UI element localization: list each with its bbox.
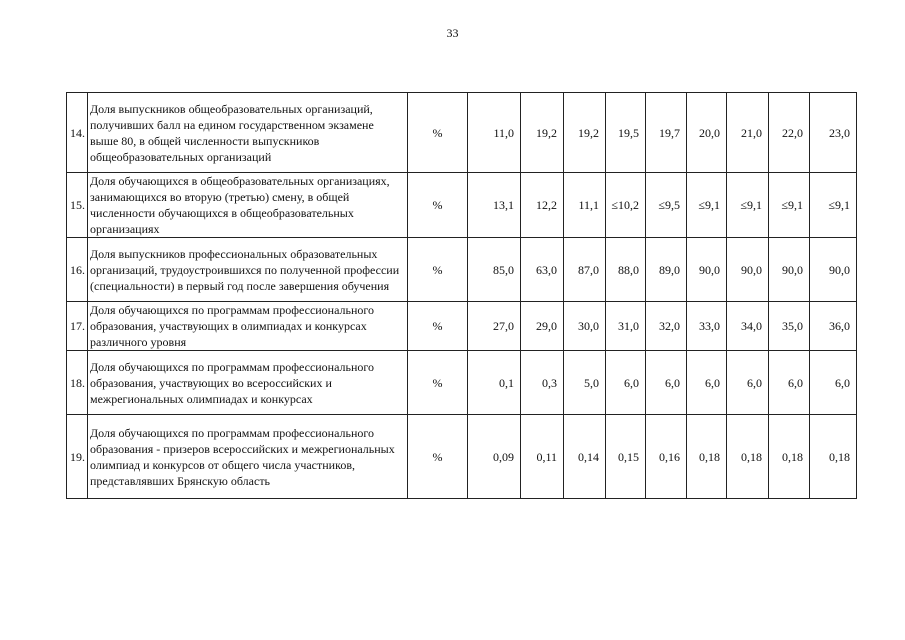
value-cell: 19,2	[521, 93, 564, 173]
value-cell: 63,0	[521, 238, 564, 302]
value-cell: 11,1	[564, 173, 606, 238]
value-cell: 29,0	[521, 302, 564, 351]
value-cell: 0,18	[727, 415, 769, 499]
value-cell: 0,1	[468, 351, 521, 415]
row-number: 17.	[67, 302, 88, 351]
indicator-name: Доля выпускников профессиональных образовательных организаций, трудоустроившихся по полученной профессии (специальности) в первый год после завершения обучения	[88, 238, 408, 302]
value-cell: 30,0	[564, 302, 606, 351]
value-cell: 88,0	[606, 238, 646, 302]
indicator-name: Доля обучающихся по программам профессионального образования, участвующих во всероссийских и межрегиональных олимпиадах и конкурсах	[88, 351, 408, 415]
value-cell: 0,09	[468, 415, 521, 499]
value-cell: 6,0	[769, 351, 810, 415]
value-cell: 31,0	[606, 302, 646, 351]
value-cell: 33,0	[687, 302, 727, 351]
value-cell: 21,0	[727, 93, 769, 173]
unit-cell: %	[408, 238, 468, 302]
table-row	[67, 173, 857, 238]
value-cell: 23,0	[810, 93, 857, 173]
value-cell: ≤10,2	[606, 173, 646, 238]
value-cell: 0,15	[606, 415, 646, 499]
indicator-name: Доля выпускников общеобразовательных организаций, получивших балл на едином государственном экзамене выше 80, в общей численности выпускников общеобразовательных организаций	[88, 93, 408, 173]
value-cell: 35,0	[769, 302, 810, 351]
table-row	[67, 93, 857, 173]
unit-cell: %	[408, 351, 468, 415]
value-cell: 20,0	[687, 93, 727, 173]
unit-cell: %	[408, 302, 468, 351]
table-row	[67, 415, 857, 499]
value-cell: 90,0	[769, 238, 810, 302]
value-cell: 6,0	[687, 351, 727, 415]
value-cell: ≤9,1	[727, 173, 769, 238]
row-number: 18.	[67, 351, 88, 415]
value-cell: 27,0	[468, 302, 521, 351]
value-cell: ≤9,1	[810, 173, 857, 238]
row-number: 15.	[67, 173, 88, 238]
value-cell: ≤9,1	[687, 173, 727, 238]
value-cell: 6,0	[646, 351, 687, 415]
table-row	[67, 302, 857, 351]
indicators-table	[66, 92, 857, 499]
value-cell: 90,0	[727, 238, 769, 302]
value-cell: 6,0	[810, 351, 857, 415]
value-cell: 0,18	[687, 415, 727, 499]
row-number: 14.	[67, 93, 88, 173]
value-cell: 22,0	[769, 93, 810, 173]
indicator-name: Доля обучающихся в общеобразовательных организациях, занимающихся во вторую (третью) смену, в общей численности обучающихся в общеобразовательных организациях	[88, 173, 408, 238]
value-cell: 0,11	[521, 415, 564, 499]
value-cell: 6,0	[606, 351, 646, 415]
value-cell: 12,2	[521, 173, 564, 238]
value-cell: 87,0	[564, 238, 606, 302]
value-cell: ≤9,1	[769, 173, 810, 238]
value-cell: 19,7	[646, 93, 687, 173]
value-cell: 90,0	[810, 238, 857, 302]
value-cell: 34,0	[727, 302, 769, 351]
value-cell: 19,5	[606, 93, 646, 173]
page-number: 33	[446, 26, 459, 40]
value-cell: 0,16	[646, 415, 687, 499]
indicator-name: Доля обучающихся по программам профессионального образования, участвующих в олимпиадах и конкурсах различного уровня	[88, 302, 408, 351]
value-cell: 36,0	[810, 302, 857, 351]
unit-cell: %	[408, 415, 468, 499]
value-cell: 5,0	[564, 351, 606, 415]
value-cell: 6,0	[727, 351, 769, 415]
value-cell: 89,0	[646, 238, 687, 302]
indicator-name: Доля обучающихся по программам профессионального образования - призеров всероссийских и межрегиональных олимпиад и конкурсов от общего числа участников, представлявших Брянскую область	[88, 415, 408, 499]
value-cell: ≤9,5	[646, 173, 687, 238]
value-cell: 0,3	[521, 351, 564, 415]
table-row	[67, 351, 857, 415]
row-number: 19.	[67, 415, 88, 499]
unit-cell: %	[408, 93, 468, 173]
value-cell: 0,18	[810, 415, 857, 499]
value-cell: 0,14	[564, 415, 606, 499]
row-number: 16.	[67, 238, 88, 302]
value-cell: 0,18	[769, 415, 810, 499]
table-row	[67, 238, 857, 302]
value-cell: 85,0	[468, 238, 521, 302]
unit-cell: %	[408, 173, 468, 238]
value-cell: 19,2	[564, 93, 606, 173]
value-cell: 32,0	[646, 302, 687, 351]
value-cell: 90,0	[687, 238, 727, 302]
value-cell: 11,0	[468, 93, 521, 173]
value-cell: 13,1	[468, 173, 521, 238]
